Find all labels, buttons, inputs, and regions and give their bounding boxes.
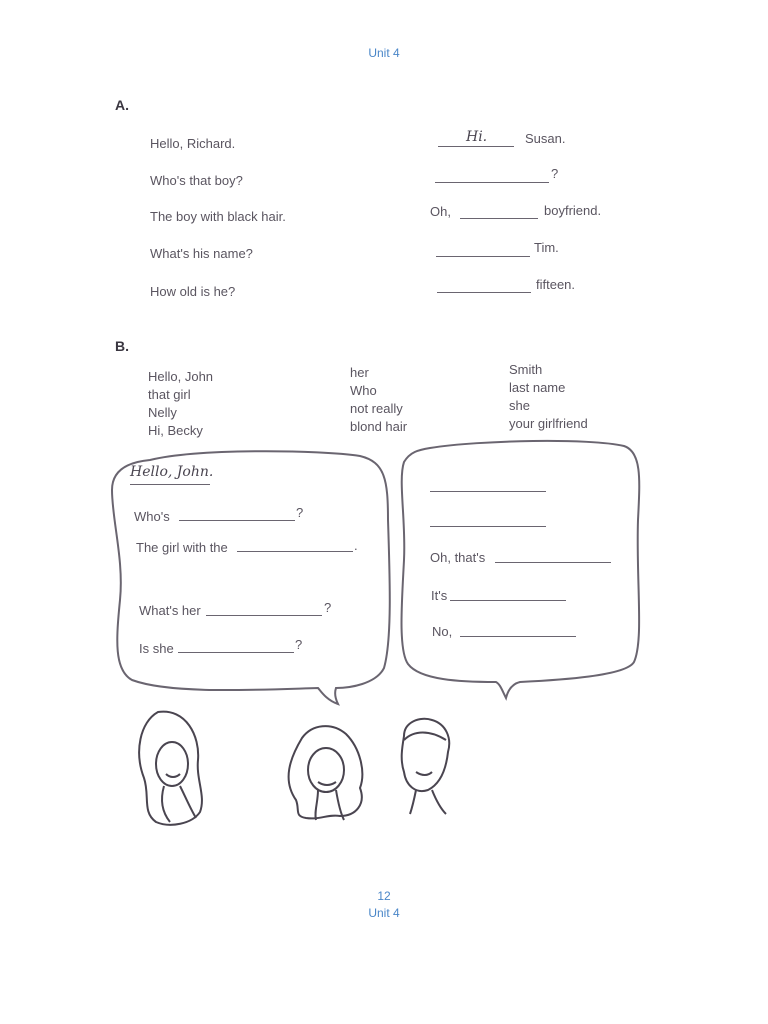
right-speech-bubble xyxy=(402,441,640,698)
word-list-item: she xyxy=(509,398,530,413)
section-a-reply-1: Susan. xyxy=(525,131,566,146)
section-a-question-4: What's his name? xyxy=(150,246,253,261)
bubble-blank-1[interactable] xyxy=(179,520,295,521)
page-footer-title: Unit 4 xyxy=(368,906,400,920)
section-a-question-2: Who's that boy? xyxy=(150,173,243,188)
word-list-item: Smith xyxy=(509,362,543,377)
section-a-reply-3-end: boyfriend. xyxy=(544,203,602,218)
word-list-item: last name xyxy=(509,380,566,395)
word-list-item: blond hair xyxy=(350,419,408,434)
word-list-item: your girlfriend xyxy=(509,416,588,431)
section-a-question-3: The boy with black hair. xyxy=(150,209,286,224)
bubble-line-1: Who's xyxy=(134,509,170,524)
bubble-line-2: The girl with the xyxy=(136,540,228,555)
right-bubble-line-3: No, xyxy=(432,624,453,639)
girl-face-left-illustration xyxy=(139,712,202,825)
left-speech-bubble xyxy=(112,451,390,704)
handwritten-answer: Hi. xyxy=(466,129,488,145)
page-number: 12 xyxy=(377,889,391,903)
word-list-item: Hello, John xyxy=(148,369,214,384)
right-bubble-blank-2[interactable] xyxy=(430,526,546,527)
word-list-item: not really xyxy=(350,401,403,416)
bubble-answer-underline xyxy=(130,484,210,485)
bubble-blank-4[interactable] xyxy=(178,652,294,653)
section-a-reply-3-start: Oh, xyxy=(430,204,451,219)
boy-face-illustration xyxy=(402,719,450,814)
word-list-item: Nelly xyxy=(148,405,177,420)
right-bubble-line-1: Oh, that's xyxy=(430,550,486,565)
bubble-blank-2[interactable] xyxy=(237,551,353,552)
section-a-question-5: How old is he? xyxy=(150,284,236,299)
right-bubble-blank-1[interactable] xyxy=(430,491,546,492)
word-list-item: her xyxy=(350,365,369,380)
right-bubble-blank-3[interactable] xyxy=(495,562,611,563)
bubble-line-4-end: ? xyxy=(295,637,303,652)
bubble-handwritten-answer: Hello, John. xyxy=(130,464,214,480)
section-a-reply-5: fifteen. xyxy=(536,277,576,292)
word-list-item: Hi, Becky xyxy=(148,423,203,438)
word-list-item: that girl xyxy=(148,387,191,402)
bubble-line-2-end: . xyxy=(354,538,358,553)
section-b-label: B. xyxy=(115,338,129,354)
bubble-blank-3[interactable] xyxy=(206,615,322,616)
section-a-question-1: Hello, Richard. xyxy=(150,136,236,151)
bubble-line-3-end: ? xyxy=(324,600,332,615)
section-a-label: A. xyxy=(115,97,129,113)
right-bubble-line-2: It's xyxy=(431,588,448,603)
bubble-line-3: What's her xyxy=(139,603,201,618)
word-list-item: Who xyxy=(350,383,377,398)
section-a-reply-2-end: ? xyxy=(551,166,559,181)
page-header-title: Unit 4 xyxy=(368,46,400,60)
section-a-reply-4: Tim. xyxy=(534,240,559,255)
girl-face-middle-illustration xyxy=(289,726,363,820)
bubble-line-1-end: ? xyxy=(296,505,304,520)
right-bubble-blank-4[interactable] xyxy=(450,600,566,601)
right-bubble-blank-5[interactable] xyxy=(460,636,576,637)
bubble-line-4: Is she xyxy=(139,641,174,656)
